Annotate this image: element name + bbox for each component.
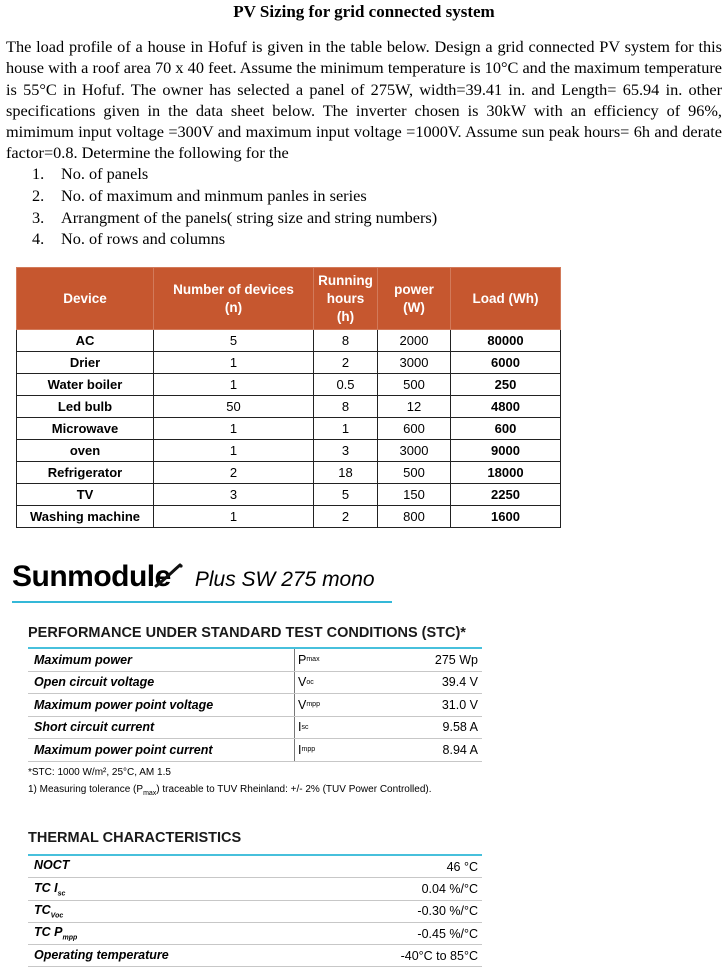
spec-value: 31.0 V xyxy=(441,697,478,712)
table-row xyxy=(17,352,561,374)
spec-value: 46 °C xyxy=(446,859,478,874)
cell-hours: 8 xyxy=(314,396,378,418)
list-item xyxy=(32,163,437,185)
spec-symbol: V mpp xyxy=(294,694,412,716)
page-title: PV Sizing for grid connected system xyxy=(233,2,495,21)
stc-heading: PERFORMANCE UNDER STANDARD TEST CONDITIONS (STC)* xyxy=(28,625,466,641)
cell-device: AC xyxy=(17,330,154,352)
spec-value: -0.45 %/°C xyxy=(417,926,478,941)
table-row xyxy=(17,440,561,462)
spec-label: TC $P_{mpp}$ xyxy=(34,925,78,942)
table-row xyxy=(17,462,561,484)
spec-label: Maximum power xyxy=(34,652,132,667)
spec-label: Short circuit current xyxy=(34,720,155,735)
cell-load: 4800 xyxy=(451,396,561,418)
question-number: 3. xyxy=(32,207,45,227)
question-text: Arrangment of the panels( string size and string numbers) xyxy=(61,207,438,227)
cell-device: Led bulb xyxy=(17,396,154,418)
cell-count: 50 xyxy=(154,396,314,418)
cell-count: 2 xyxy=(154,462,314,484)
spec-value: 39.4 V xyxy=(441,675,478,690)
spec-value: 275 Wp xyxy=(434,652,478,667)
spec-label: Open circuit voltage xyxy=(34,675,155,690)
list-item xyxy=(32,185,437,207)
header-count: Number of devices (n) xyxy=(154,268,314,330)
cell-hours: 18 xyxy=(314,462,378,484)
load-profile-table xyxy=(16,267,561,528)
cell-load: 250 xyxy=(451,374,561,396)
cell-power: 600 xyxy=(378,418,451,440)
header-hours: Running hours (h) xyxy=(314,268,378,330)
problem-statement xyxy=(6,36,722,164)
spec-symbol: V oc xyxy=(294,672,412,694)
table-row xyxy=(17,330,561,352)
thermal-section xyxy=(28,830,482,967)
cell-hours: 2 xyxy=(314,506,378,528)
spec-value: 0.04 %/°C xyxy=(421,881,478,896)
spec-value: 8.94 A xyxy=(442,742,478,757)
spec-label: NOCT xyxy=(34,858,70,873)
cell-load: 600 xyxy=(451,418,561,440)
cell-count: 1 xyxy=(154,352,314,374)
cell-hours: 2 xyxy=(314,352,378,374)
question-text: No. of maximum and minmum panles in series xyxy=(61,185,367,205)
spec-label: Operating temperature xyxy=(34,947,169,962)
cell-count: 3 xyxy=(154,484,314,506)
thermal-row xyxy=(28,945,482,967)
cell-load: 2250 xyxy=(451,484,561,506)
brand-logo xyxy=(12,560,375,594)
cell-power: 150 xyxy=(378,484,451,506)
spec-label: Maximum power point current xyxy=(34,742,213,757)
table-row xyxy=(17,418,561,440)
spec-value: -40°C to 85°C xyxy=(400,948,478,963)
tolerance-footnote: 1) Measuring tolerance $(P_{max})$ traceable to TUV Rheinland: +/- 2% (TUV Power Controlled). xyxy=(28,783,432,797)
stc-row xyxy=(28,672,482,695)
cell-device: Microwave xyxy=(17,418,154,440)
cell-load: 18000 xyxy=(451,462,561,484)
cell-power: 500 xyxy=(378,374,451,396)
cell-count: 5 xyxy=(154,330,314,352)
cell-device: Drier xyxy=(17,352,154,374)
header-device: Device xyxy=(17,268,154,330)
brand-name: Sunmodule xyxy=(12,560,171,593)
cell-device: Water boiler xyxy=(17,374,154,396)
question-text: No. of panels xyxy=(61,164,149,183)
cell-load: 80000 xyxy=(451,330,561,352)
cell-power: 800 xyxy=(378,506,451,528)
table-row xyxy=(17,374,561,396)
cell-count: 1 xyxy=(154,418,314,440)
brand-underline xyxy=(12,601,392,603)
table-row xyxy=(17,396,561,418)
thermal-heading: THERMAL CHARACTERISTICS xyxy=(28,830,242,846)
stc-row xyxy=(28,649,482,672)
thermal-row xyxy=(28,923,482,945)
thermal-row xyxy=(28,856,482,878)
thermal-row xyxy=(28,878,482,900)
cell-device: Washing machine xyxy=(17,506,154,528)
stc-row xyxy=(28,694,482,717)
thermal-row xyxy=(28,901,482,923)
table-row xyxy=(17,506,561,528)
cell-hours: 0.5 xyxy=(314,374,378,396)
cell-load: 1600 xyxy=(451,506,561,528)
cell-hours: 3 xyxy=(314,440,378,462)
cell-device: Refrigerator xyxy=(17,462,154,484)
cell-device: oven xyxy=(17,440,154,462)
cell-hours: 1 xyxy=(314,418,378,440)
cell-hours: 8 xyxy=(314,330,378,352)
question-list xyxy=(32,163,437,250)
spec-label: TC $I_{sc}$ xyxy=(34,880,66,898)
question-number: 1. xyxy=(32,164,45,183)
stc-section xyxy=(28,625,482,797)
spec-value: -0.30 %/°C xyxy=(417,904,478,919)
question-number: 2. xyxy=(32,185,45,205)
header-load: Load (Wh) xyxy=(451,268,561,330)
cell-count: 1 xyxy=(154,440,314,462)
cell-load: 6000 xyxy=(451,352,561,374)
swoosh-icon xyxy=(154,562,184,588)
question-number: 4. xyxy=(32,229,45,249)
cell-device: TV xyxy=(17,484,154,506)
table-row xyxy=(17,484,561,506)
brand-model: Plus SW 275 mono xyxy=(194,568,375,591)
cell-count: 1 xyxy=(154,374,314,396)
spec-label: Maximum power point voltage xyxy=(34,697,214,712)
spec-label: $TC_{Voc}$ xyxy=(34,902,64,920)
spec-symbol: P max xyxy=(294,649,412,671)
question-text: No. of rows and columns xyxy=(61,229,226,249)
cell-count: 1 xyxy=(154,506,314,528)
spec-symbol: I mpp xyxy=(294,739,412,761)
list-item xyxy=(32,207,437,229)
stc-row xyxy=(28,717,482,740)
cell-power: 500 xyxy=(378,462,451,484)
cell-power: 12 xyxy=(378,396,451,418)
spec-value: 9.58 A xyxy=(442,720,478,735)
cell-power: 3000 xyxy=(378,352,451,374)
stc-footnote: *STC: 1000 W/m², 25°C, AM 1.5 xyxy=(28,766,171,778)
cell-power: 3000 xyxy=(378,440,451,462)
problem-text: The load profile of a house in Hofuf is given in the table below. Design a grid connected PV system for this house with a roof area 70 x 40 feet. Assume the minimum temperature is 10°C and the maximum temperature is 55°C in Hofuf. The owner has selected a panel of 275W, width=39.41 in. and Length= 65.94 in. other specifications given in the data sheet below. The inverter chosen is 30kW with an efficiency of 96%, mimimum input voltage =300V and maximum input voltage =1000V. Assume sun peak hours= 6h and derate factor=0.8. Determine the following for the xyxy=(6,37,722,163)
table-header-row xyxy=(17,268,561,330)
list-item xyxy=(32,228,437,250)
cell-hours: 5 xyxy=(314,484,378,506)
cell-power: 2000 xyxy=(378,330,451,352)
header-power: power (W) xyxy=(378,268,451,330)
stc-row xyxy=(28,739,482,762)
spec-symbol: I sc xyxy=(294,717,412,739)
cell-load: 9000 xyxy=(451,440,561,462)
